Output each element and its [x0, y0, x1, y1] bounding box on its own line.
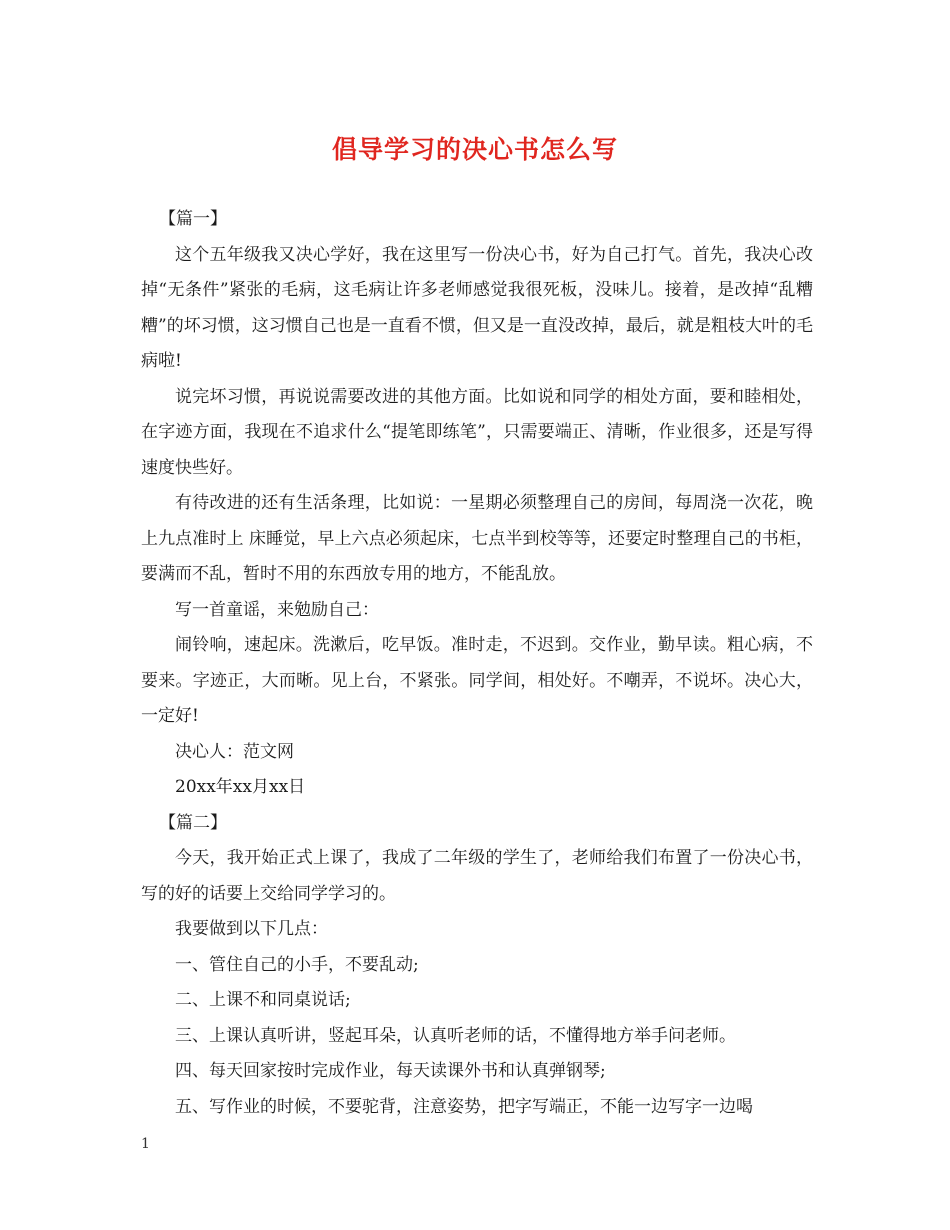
page-number: 1: [141, 1136, 150, 1152]
list-item: 一、管住自己的小手，不要乱动;: [175, 954, 419, 975]
list-item: 四、每天回家按时完成作业，每天读课外书和认真弹钢琴;: [175, 1061, 606, 1081]
document-body: [141, 202, 813, 1125]
list-item: 三、上课认真听讲，竖起耳朵，认真听老师的话，不懂得地方举手问老师。: [175, 1025, 736, 1046]
document-title: 倡导学习的决心书怎么写: [331, 135, 618, 164]
section-heading-1: 【篇一】: [159, 209, 227, 229]
list-item: 五、写作业的时候，不要驼背，注意姿势，把字写端正，不能一边写字一边喝: [175, 1096, 753, 1117]
signature-line: 决心人：范文网: [175, 741, 294, 762]
paragraph: 今天，我开始正式上课了，我成了二年级的学生了，老师给我们布置了一份决心书，写的好的话要上交给同学学习的。: [141, 848, 813, 904]
paragraph: 说完坏习惯，再说说需要改进的其他方面。比如说和同学的相处方面，要和睦相处，在字迹方面，我现在不追求什么“提笔即练笔”，只需要端正、清晰，作业很多，还是写得速度快些好。: [141, 386, 813, 478]
paragraph: 闹铃响，速起床。洗漱后，吃早饭。准时走，不迟到。交作业，勤早读。粗心病，不要来。字迹正，大而晰。见上台，不紧张。同学间，相处好。不嘲弄，不说坏。决心大，一定好!: [141, 635, 813, 726]
section-heading-2: 【篇二】: [159, 812, 227, 833]
paragraph: 有待改进的还有生活条理，比如说：一星期必须整理自己的房间，每周浇一次花，晚上九点准时上 床睡觉，早上六点必须起床，七点半到校等等，还要定时整理自己的书柜，要满而不乱，暂时不用的东西放专用的地方，不能乱放。: [141, 493, 813, 584]
list-item: 二、上课不和同桌说话;: [175, 990, 351, 1010]
paragraph: 这个五年级我又决心学好，我在这里写一份决心书，好为自己打气。首先，我决心改掉“无条件”紧张的毛病，这毛病让许多老师感觉我很死板，没味儿。接着，是改掉“乱糟糟”的坏习惯，这习惯自己也是一直看不惯，但又是一直没改掉，最后，就是粗枝大叶的毛病啦!: [141, 244, 813, 371]
paragraph: 我要做到以下几点：: [175, 919, 328, 939]
paragraph: 写一首童谣，来勉励自己：: [175, 599, 379, 620]
date-line: 20xx年xx月xx日: [175, 777, 306, 797]
